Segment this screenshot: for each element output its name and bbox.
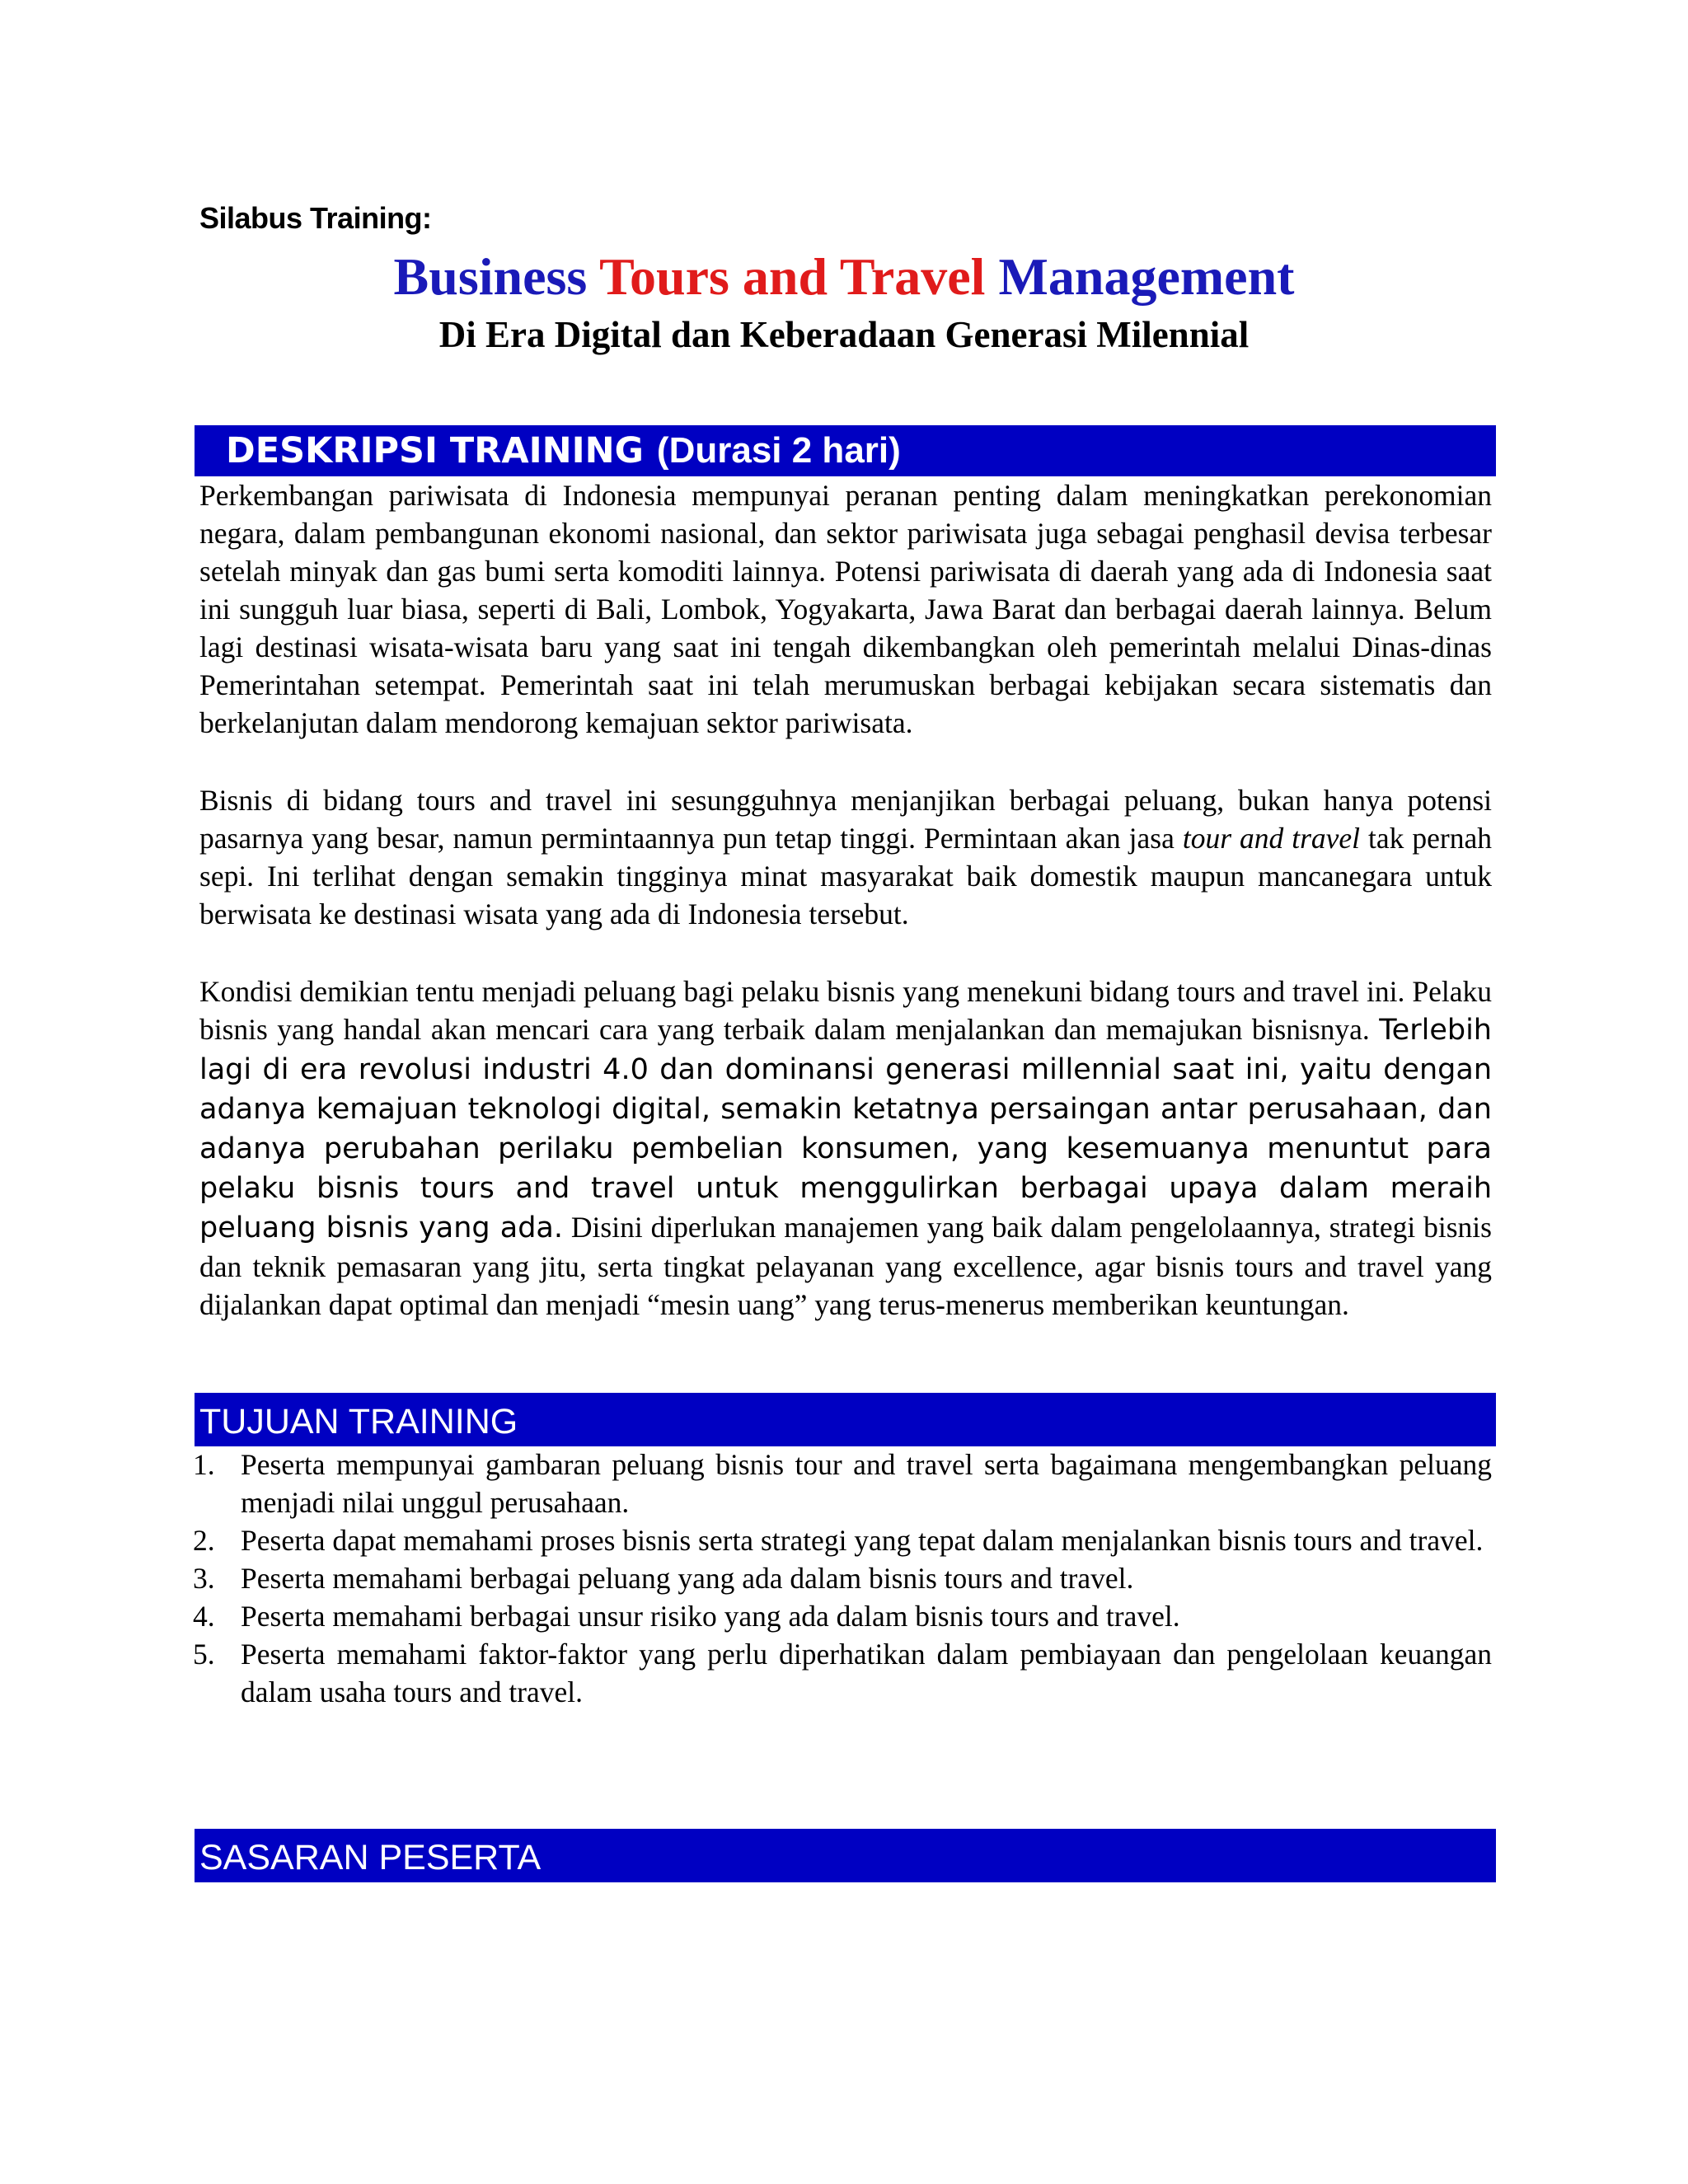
list-item-text: Peserta memahami faktor-faktor yang perlu diperhatikan dalam pembiayaan dan pengelolaan keuangan dalam usaha tours and travel. — [241, 1638, 1492, 1708]
section-banner-deskripsi — [195, 425, 1496, 476]
list-item-number: 5. — [193, 1638, 215, 1671]
paragraph-3-sans-text: Terlebih lagi di era revolusi industri 4.0 dan dominansi generasi millennial saat ini, yaitu dengan adanya kemajuan teknologi digital, semakin ketatnya persaingan antar perusahaan, dan adanya perubahan perilaku pembelian konsumen, yang kesemuanya menuntut para pelaku bisnis tours and travel untuk menggulirkan berbagai upaya dalam meraih peluang bisnis yang ada. — [199, 1014, 1492, 1244]
paragraph-3-text-b: Disini diperlukan manajemen yang baik dalam pengelolaannya, strategi bisnis dan teknik pemasaran yang jitu, serta tingkat pelayanan yang excellence, agar bisnis tours and travel yang dijalankan dapat optimal dan menjadi “mesin uang” yang terus-menerus memberikan keuntungan. — [199, 1211, 1492, 1321]
list-item-text: Peserta mempunyai gambaran peluang bisnis tour and travel serta bagaimana mengembangkan peluang menjadi nilai unggul perusahaan. — [241, 1448, 1492, 1519]
list-item-text: Peserta memahami berbagai unsur risiko yang ada dalam bisnis tours and travel. — [241, 1600, 1180, 1633]
document-title — [195, 244, 1493, 310]
duration-label: (Durasi 2 hari) — [656, 430, 901, 471]
description-paragraph-2 — [199, 781, 1492, 933]
list-item-number: 3. — [193, 1562, 215, 1595]
section-banner-sasaran — [195, 1829, 1496, 1882]
section-heading-deskripsi: DESKRIPSI TRAINING — [226, 430, 644, 471]
objectives-list — [186, 1446, 1492, 1711]
description-paragraph-3 — [199, 972, 1492, 1324]
paragraph-2-italic: tour and travel — [1182, 822, 1361, 855]
list-item-number: 2. — [193, 1524, 215, 1557]
syllabus-label: Silabus Training: — [199, 201, 432, 235]
section-banner-tujuan — [195, 1393, 1496, 1446]
description-paragraph-1: Perkembangan pariwisata di Indonesia mempunyai peranan penting dalam meningkatkan perekonomian negara, dalam pembangunan ekonomi nasional, dan sektor pariwisata juga sebagai penghasil devisa terbesar setelah minyak dan gas bumi serta komoditi lainnya. Potensi pariwisata di daerah yang ada di Indonesia saat ini sungguh luar biasa, seperti di Bali, Lombok, Yogyakarta, Jawa Barat dan berbagai daerah lainnya. Belum lagi destinasi wisata-wisata baru yang saat ini tengah dikembangkan oleh pemerintah melalui Dinas-dinas Pemerintahan setempat. Pemerintah saat ini telah merumuskan berbagai kebijakan secara sistematis dan berkelanjutan dalam mendorong kemajuan sektor pariwisata. — [199, 479, 1492, 739]
list-item-number: 4. — [193, 1600, 215, 1633]
list-item — [186, 1559, 1492, 1597]
list-item — [186, 1521, 1492, 1559]
title-part-management: Management — [998, 247, 1295, 306]
list-item — [186, 1635, 1492, 1711]
section-heading-sasaran: SASARAN PESERTA — [199, 1838, 542, 1877]
list-item — [186, 1597, 1492, 1635]
list-item-text: Peserta memahami berbagai peluang yang ada dalam bisnis tours and travel. — [241, 1562, 1134, 1595]
section-heading-tujuan: TUJUAN TRAINING — [199, 1402, 518, 1441]
list-item — [186, 1446, 1492, 1521]
title-part-business: Business — [393, 247, 588, 306]
list-item-text: Peserta dapat memahami proses bisnis serta strategi yang tepat dalam menjalankan bisnis tours and travel. — [241, 1524, 1484, 1557]
title-part-tours-travel: Tours and Travel — [599, 247, 986, 306]
paragraph-2-text-b: tak pernah sepi. Ini terlihat dengan semakin tingginya minat masyarakat baik domestik maupun mancanegara untuk berwisata ke destinasi wisata yang ada di Indonesia tersebut. — [199, 822, 1492, 930]
document-subtitle: Di Era Digital dan Keberadaan Generasi Milennial — [438, 314, 1250, 355]
list-item-number: 1. — [193, 1448, 215, 1481]
paragraph-3-text-a: Kondisi demikian tentu menjadi peluang bagi pelaku bisnis yang menekuni bidang tours and travel ini. Pelaku bisnis yang handal akan mencari cara yang terbaik dalam menjalankan dan memajukan bisnisnya. — [199, 975, 1492, 1046]
paragraph-2-text-a: Bisnis di bidang tours and travel ini sesungguhnya menjanjikan berbagai peluang, bukan hanya potensi pasarnya yang besar, namun permintaannya pun tetap tinggi. Permintaan akan jasa — [199, 784, 1492, 855]
